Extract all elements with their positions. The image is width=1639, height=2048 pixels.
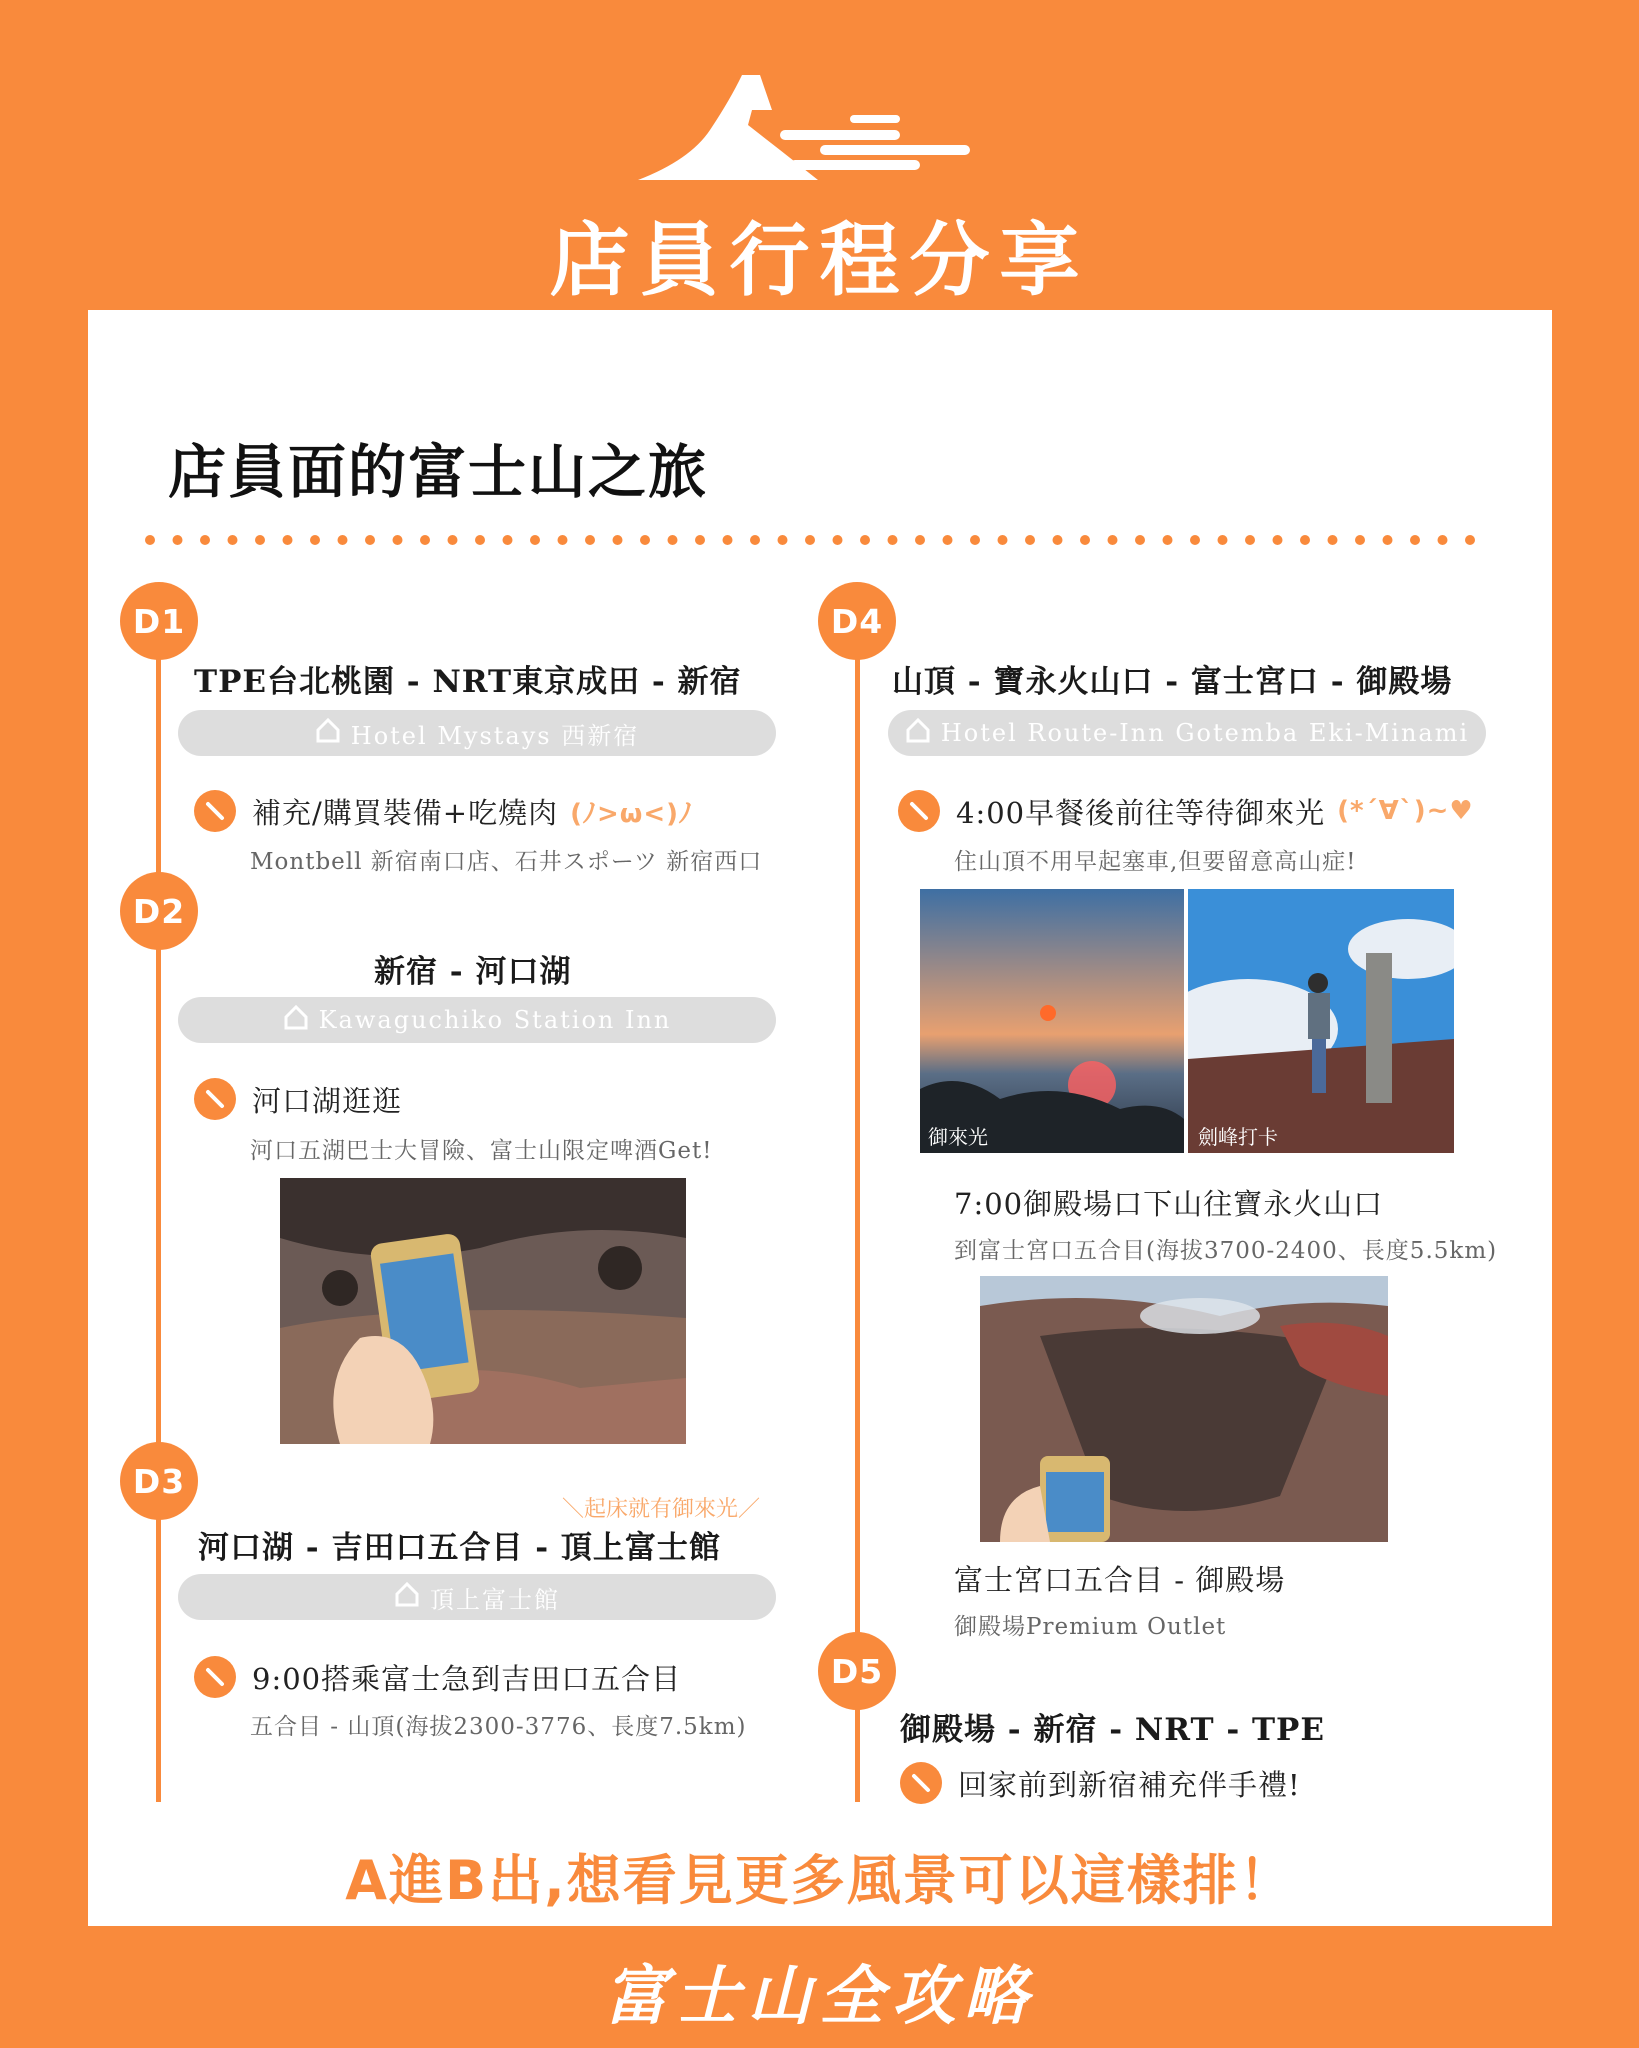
divider-dot: [888, 535, 898, 545]
step2-text-d4: 7:00御殿場口下山往寶永火山口: [954, 1187, 1384, 1221]
activity-text-d4: 4:00早餐後前往等待御來光: [956, 795, 1326, 830]
hotel-name-d1: Hotel Mystays 西新宿: [350, 721, 640, 750]
divider-dot: [750, 535, 760, 545]
hotel-name-d4: Hotel Route-Inn Gotemba Eki-Minami: [940, 719, 1470, 747]
day-badge-d3: D3: [120, 1442, 198, 1520]
photo-caption-summit: 劍峰打卡: [1198, 1125, 1278, 1149]
divider-dot: [695, 535, 705, 545]
step3-detail-d4: 御殿場Premium Outlet: [954, 1614, 1227, 1640]
divider-dot: [640, 535, 650, 545]
detail-d4: 住山頂不用早起塞車,但要留意高山症!: [954, 849, 1357, 875]
hotel-name-d3: 頂上富士館: [430, 1585, 560, 1614]
divider-dot: [1025, 535, 1035, 545]
divider-dot: [283, 535, 293, 545]
divider-dot: [998, 535, 1008, 545]
footer-title: 富士山全攻略: [603, 1960, 1036, 2034]
step3-text-d4: 富士宮口五合目 - 御殿場: [954, 1563, 1286, 1597]
divider-dot: [530, 535, 540, 545]
step3-d4: [954, 1558, 1285, 1599]
divider-dot: [833, 535, 843, 545]
emote-d1: (ﾉ>ω<)ﾉ: [570, 798, 694, 829]
divider-dot: [778, 535, 788, 545]
emote-d4: (*´∀`)~♥: [1337, 796, 1474, 826]
timeline-right: [855, 640, 860, 1802]
pin-icon: [194, 1078, 236, 1120]
divider-dot: [970, 535, 980, 545]
divider-dot: [338, 535, 348, 545]
divider-dot: [1438, 535, 1448, 545]
day-badge-d4: D4: [818, 582, 896, 660]
divider-dot: [613, 535, 623, 545]
crater-photo: [980, 1276, 1388, 1542]
divider-dot: [805, 535, 815, 545]
activity-text-d1: 補充/購買裝備+吃燒肉: [252, 795, 559, 830]
divider-dot: [1273, 535, 1283, 545]
divider-dot: [1190, 535, 1200, 545]
activity-d5: [900, 1762, 1301, 1804]
divider-dot: [365, 535, 375, 545]
sunrise-photo: [920, 889, 1184, 1153]
divider-dot: [585, 535, 595, 545]
beer-can-photo: [280, 1178, 686, 1444]
divider-dot: [145, 535, 155, 545]
divider-dot: [915, 535, 925, 545]
route-d3: 河口湖 - 吉田口五合目 - 頂上富士館: [198, 1530, 721, 1566]
day-badge-d5: D5: [818, 1632, 896, 1710]
home-icon: [905, 717, 931, 749]
header-title: 店員行程分享: [549, 214, 1090, 307]
divider-dot: [1053, 535, 1063, 545]
hotel-pill-d4: [888, 710, 1486, 756]
divider-dot: [1300, 535, 1310, 545]
activity-d1: [194, 790, 693, 832]
route-d4: 山頂 - 寶永火山口 - 富士宮口 - 御殿場: [892, 664, 1453, 700]
page-title: 店員面的富士山之旅: [168, 438, 709, 506]
divider-dot: [1410, 535, 1420, 545]
route-d5: 御殿場 - 新宿 - NRT - TPE: [900, 1712, 1325, 1748]
divider-dot: [503, 535, 513, 545]
pin-icon: [194, 790, 236, 832]
divider-dot: [1245, 535, 1255, 545]
day-badge-d2: D2: [120, 872, 198, 950]
divider-dot: [228, 535, 238, 545]
divider-dot: [943, 535, 953, 545]
divider-dot: [723, 535, 733, 545]
divider-dot: [668, 535, 678, 545]
detail-d1: Montbell 新宿南口店、石井スポーツ 新宿西口: [250, 849, 763, 875]
detail-d3: 五合目 - 山頂(海拔2300-3776、長度7.5km): [250, 1714, 747, 1740]
activity-text-d3: 9:00搭乘富士急到吉田口五合目: [252, 1661, 682, 1696]
hotel-pill-d2: [178, 997, 776, 1043]
divider-dot: [310, 535, 320, 545]
route-d1: TPE台北桃園 - NRT東京成田 - 新宿: [194, 664, 742, 700]
step2-detail-d4: 到富士宮口五合目(海拔3700-2400、長度5.5km): [954, 1238, 1498, 1264]
timeline-left: [156, 640, 161, 1802]
divider-dot: [1383, 535, 1393, 545]
divider-dot: [255, 535, 265, 545]
activity-d3: [194, 1656, 681, 1698]
home-icon: [394, 1581, 420, 1613]
divider-dot: [1108, 535, 1118, 545]
hotel-pill-d1: [178, 710, 776, 756]
hotel-pill-d3: [178, 1574, 776, 1620]
pin-icon: [898, 790, 940, 832]
divider-dot: [1328, 535, 1338, 545]
divider-dot: [1218, 535, 1228, 545]
summit-photo: [1188, 889, 1454, 1153]
hotel-name-d2: Kawaguchiko Station Inn: [318, 1006, 672, 1034]
step2-d4: [954, 1182, 1383, 1223]
activity-d2: [194, 1078, 402, 1120]
pin-icon: [900, 1762, 942, 1804]
day-badge-d1: D1: [120, 582, 198, 660]
detail-d2: 河口五湖巴士大冒險、富士山限定啤酒Get!: [250, 1138, 713, 1164]
bottom-tagline: A進B出,想看見更多風景可以這樣排！: [345, 1849, 1295, 1912]
pin-icon: [194, 1656, 236, 1698]
divider-dot: [420, 535, 430, 545]
dotted-divider: [142, 532, 1492, 548]
mount-fuji-logo: [630, 70, 1010, 190]
divider-dot: [860, 535, 870, 545]
divider-dot: [393, 535, 403, 545]
divider-dot: [475, 535, 485, 545]
activity-text-d5: 回家前到新宿補充伴手禮!: [958, 1767, 1301, 1802]
divider-dot: [1080, 535, 1090, 545]
activity-text-d2: 河口湖逛逛: [252, 1083, 403, 1118]
home-icon: [283, 1004, 309, 1036]
home-icon: [315, 717, 341, 749]
divider-dot: [558, 535, 568, 545]
divider-dot: [1163, 535, 1173, 545]
divider-dot: [1135, 535, 1145, 545]
photo-caption-sunrise: 御來光: [928, 1125, 988, 1149]
note-d3: ＼起床就有御來光／: [562, 1497, 761, 1522]
divider-dot: [1465, 535, 1475, 545]
activity-d4: [898, 790, 1474, 832]
divider-dot: [173, 535, 183, 545]
route-d2: 新宿 - 河口湖: [374, 954, 572, 990]
divider-dot: [200, 535, 210, 545]
divider-dot: [448, 535, 458, 545]
divider-dot: [1355, 535, 1365, 545]
